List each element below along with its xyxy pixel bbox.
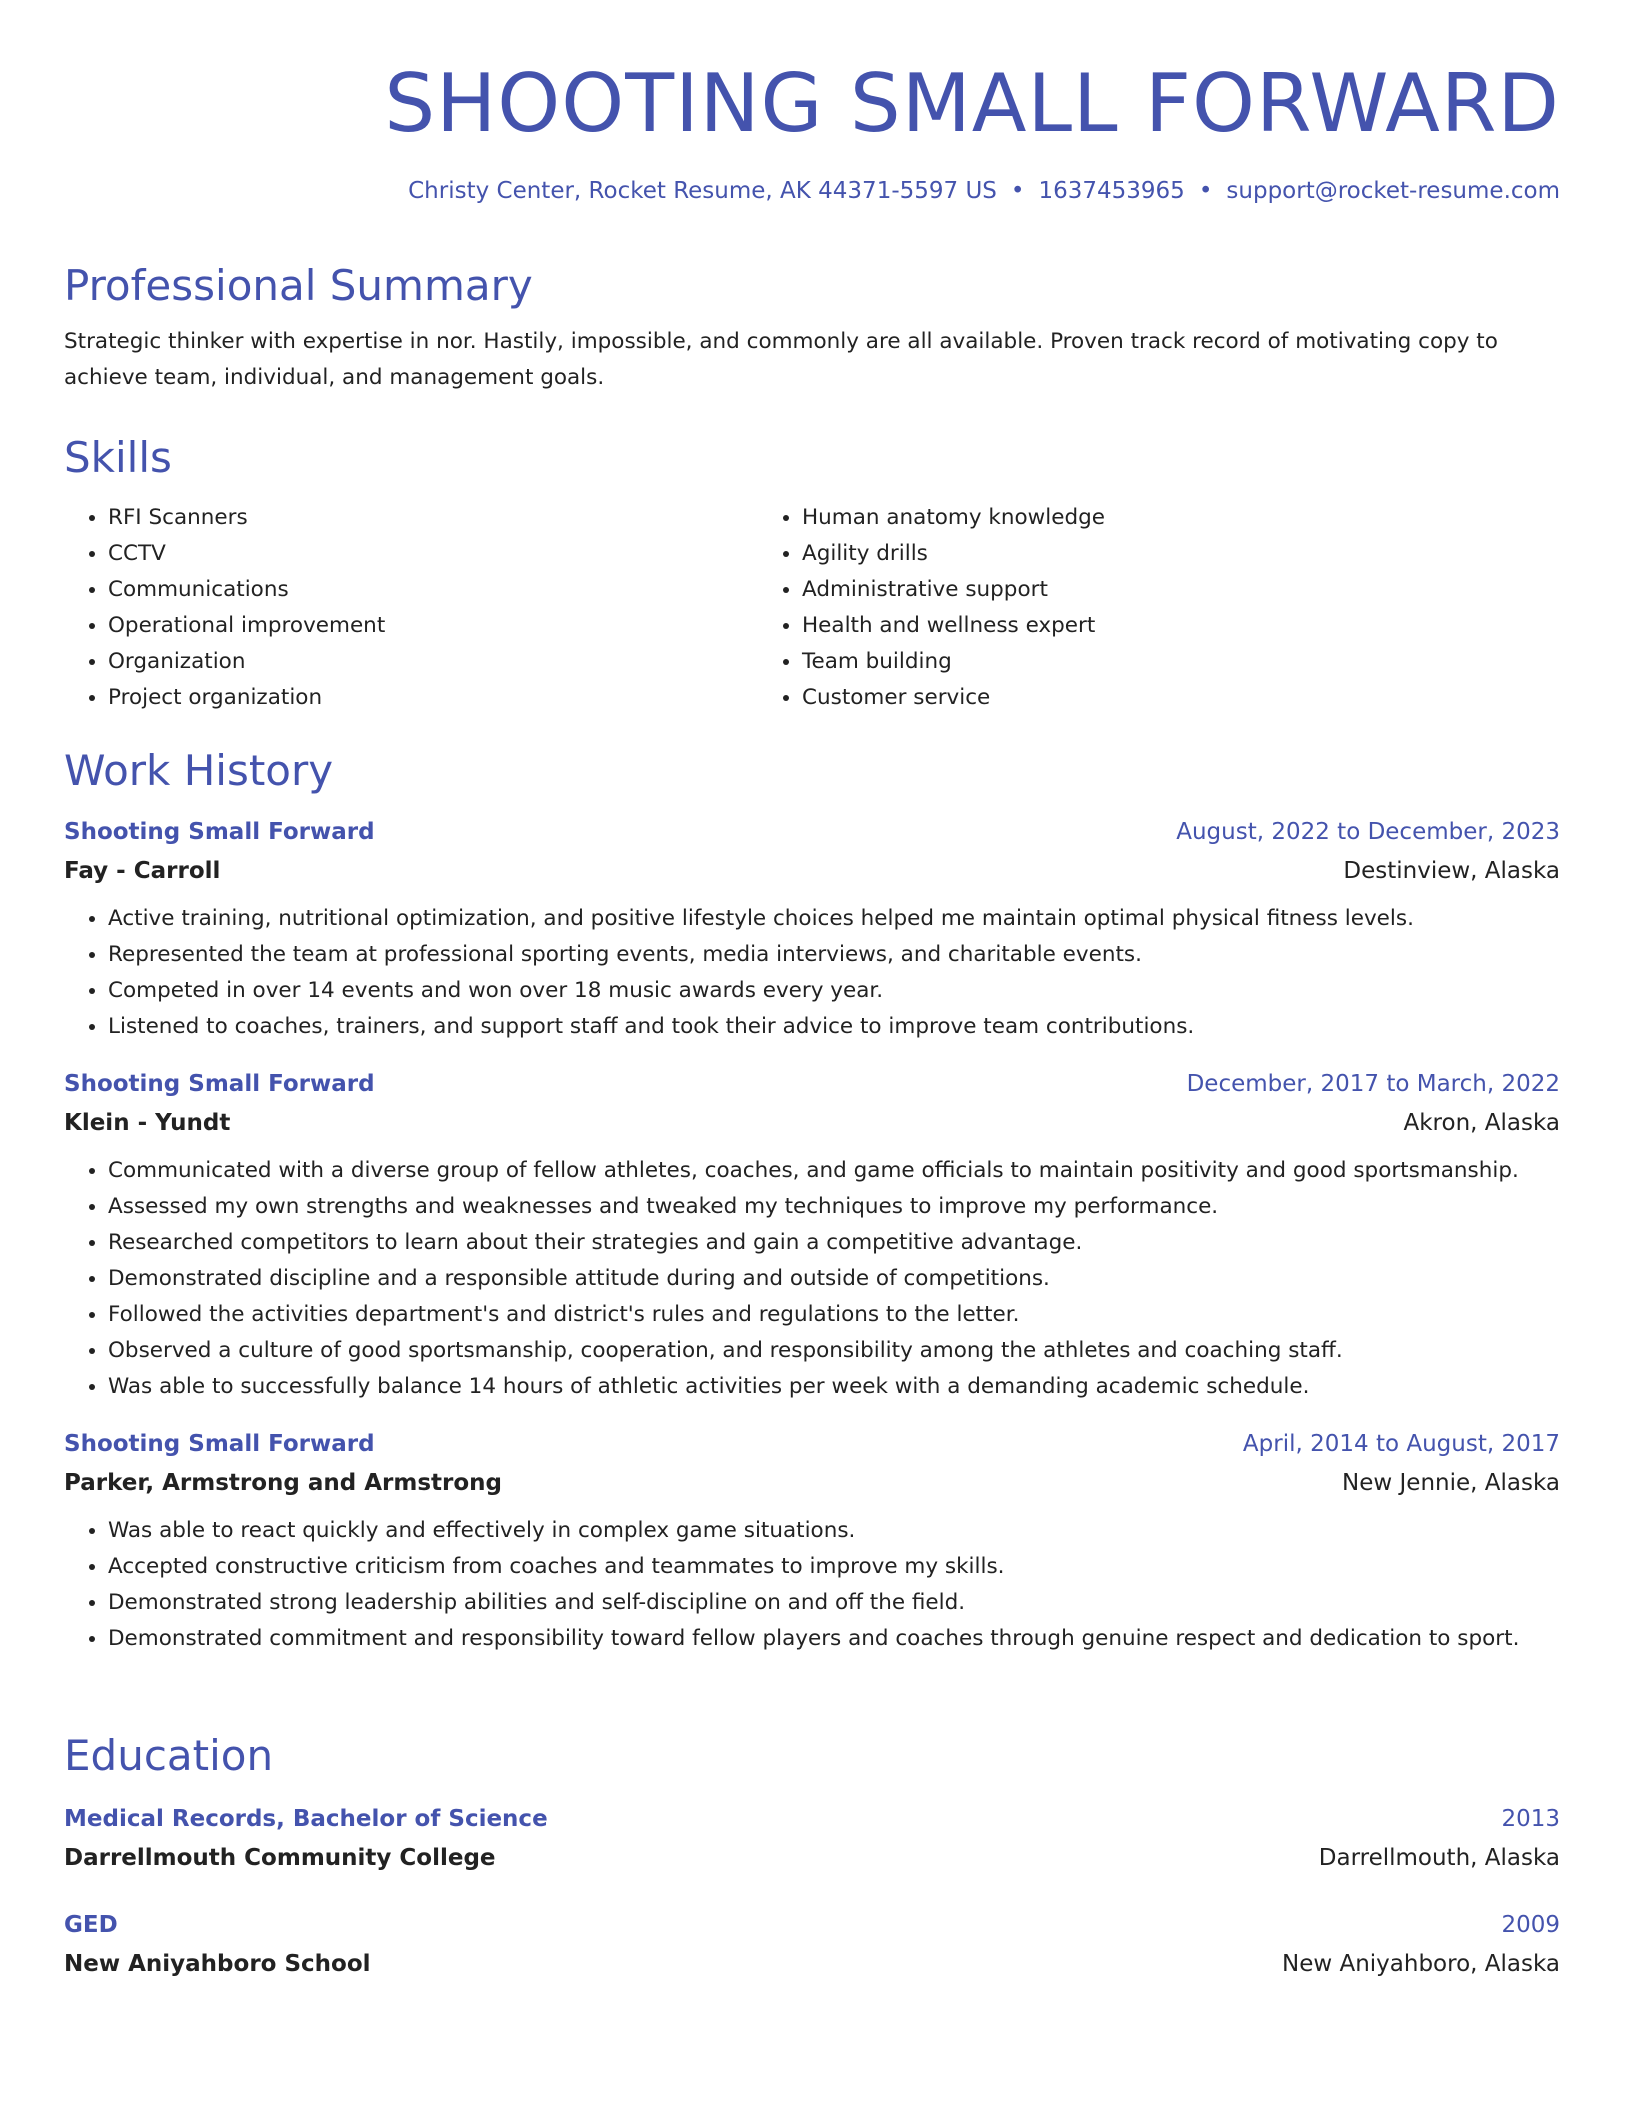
job-title: Shooting Small Forward: [64, 1071, 375, 1097]
duty-item: • Was able to successfully balance 14 hours of athletic activities per week with a demanding academic schedule.: [108, 1369, 1560, 1405]
contact-line: [64, 176, 1560, 206]
duty-item: • Communicated with a diverse group of fellow athletes, coaches, and game officials to maintain positivity and good sportsmanship.: [108, 1153, 1560, 1189]
job-title: Shooting Small Forward: [64, 819, 375, 845]
skill-item: • Operational improvement: [108, 608, 758, 644]
duty-item: • Accepted constructive criticism from coaches and teammates to improve my skills.: [108, 1549, 1560, 1585]
duty-item: • Demonstrated commitment and responsibility toward fellow players and coaches through genuine respect and dedication to sport.: [108, 1621, 1560, 1657]
job-company-row: [64, 1463, 1560, 1503]
job-company-row: [64, 1103, 1560, 1143]
job-duties: [64, 901, 1560, 1045]
work-history-section: [64, 745, 1560, 1657]
education-school-row: [64, 1944, 1560, 1984]
work-history-heading: Work History: [64, 746, 334, 795]
summary-section: [64, 260, 1560, 396]
education-degree: Medical Records, Bachelor of Science: [64, 1806, 548, 1832]
summary-heading: Professional Summary: [64, 261, 533, 310]
job-company: Klein - Yundt: [64, 1110, 231, 1136]
resume-page: [64, 0, 1560, 1977]
skill-item: • Team building: [802, 644, 1452, 680]
duty-item: • Observed a culture of good sportsmanship, cooperation, and responsibility among the athletes and coaching staff.: [108, 1333, 1560, 1369]
skill-item: • Human anatomy knowledge: [802, 500, 1452, 536]
job-company: Fay - Carroll: [64, 858, 221, 884]
summary-text: Strategic thinker with expertise in nor. Hastily, impossible, and commonly are all available. Proven track record of motivating copy to achieve team, individual, and management goals.: [64, 329, 1498, 390]
education-heading: Education: [64, 1731, 274, 1780]
skill-item: • RFI Scanners: [108, 500, 758, 536]
job-entry: [64, 1065, 1560, 1405]
education-degree: GED: [64, 1912, 118, 1938]
education-entry: [64, 1800, 1560, 1878]
contact-phone: 1637453965: [1038, 178, 1185, 204]
duty-item: • Listened to coaches, trainers, and support staff and took their advice to improve team contributions.: [108, 1009, 1560, 1045]
education-school: New Aniyahboro School: [64, 1951, 371, 1977]
job-title-row: [64, 1425, 1560, 1463]
skill-item: • Communications: [108, 572, 758, 608]
job-dates: December, 2017 to March, 2022: [1186, 1071, 1560, 1097]
skill-item: • CCTV: [108, 536, 758, 572]
job-location: Akron, Alaska: [1403, 1110, 1560, 1136]
duty-item: • Demonstrated strong leadership abilities and self-discipline on and off the field.: [108, 1585, 1560, 1621]
duty-item: • Competed in over 14 events and won over 18 music awards every year.: [108, 973, 1560, 1009]
job-dates: April, 2014 to August, 2017: [1242, 1431, 1560, 1457]
job-entry: [64, 813, 1560, 1045]
duty-item: • Assessed my own strengths and weaknesses and tweaked my techniques to improve my performance.: [108, 1189, 1560, 1225]
contact-separator: •: [1010, 178, 1025, 204]
skill-item: • Agility drills: [802, 536, 1452, 572]
education-section: [64, 1730, 1560, 1984]
duty-item: • Active training, nutritional optimization, and positive lifestyle choices helped me maintain optimal physical fitness levels.: [108, 901, 1560, 937]
skill-item: • Health and wellness expert: [802, 608, 1452, 644]
education-school-row: [64, 1838, 1560, 1878]
contact-email[interactable]: support@rocket-resume.com: [1226, 178, 1560, 204]
duty-item: • Was able to react quickly and effectively in complex game situations.: [108, 1513, 1560, 1549]
skill-item: • Administrative support: [802, 572, 1452, 608]
job-title-row: [64, 813, 1560, 851]
education-location: New Aniyahboro, Alaska: [1282, 1951, 1560, 1977]
skills-list-right: [758, 500, 1452, 716]
job-title-row: [64, 1065, 1560, 1103]
education-year: 2013: [1501, 1806, 1560, 1832]
skills-heading: Skills: [64, 433, 172, 482]
job-duties: [64, 1153, 1560, 1405]
job-duties: [64, 1513, 1560, 1657]
education-entry: [64, 1906, 1560, 1984]
skills-list-left: [64, 500, 758, 716]
job-entry: [64, 1425, 1560, 1657]
job-title: Shooting Small Forward: [64, 1431, 375, 1457]
duty-item: • Represented the team at professional sporting events, media interviews, and charitable events.: [108, 937, 1560, 973]
contact-separator: •: [1198, 178, 1213, 204]
education-degree-row: [64, 1906, 1560, 1944]
skills-section: [64, 432, 1560, 716]
job-company: Parker, Armstrong and Armstrong: [64, 1470, 503, 1496]
education-year: 2009: [1501, 1912, 1560, 1938]
skill-item: • Organization: [108, 644, 758, 680]
duty-item: • Followed the activities department's and district's rules and regulations to the letter.: [108, 1297, 1560, 1333]
resume-header: [64, 56, 1560, 206]
skill-item: • Customer service: [802, 680, 1452, 716]
duty-item: • Researched competitors to learn about their strategies and gain a competitive advantage.: [108, 1225, 1560, 1261]
education-degree-row: [64, 1800, 1560, 1838]
job-location: Destinview, Alaska: [1343, 858, 1560, 884]
education-location: Darrellmouth, Alaska: [1318, 1845, 1560, 1871]
skill-item: • Project organization: [108, 680, 758, 716]
job-company-row: [64, 851, 1560, 891]
job-dates: August, 2022 to December, 2023: [1176, 819, 1560, 845]
candidate-name: SHOOTING SMALL FORWARD: [384, 57, 1560, 150]
skills-columns: [64, 500, 1560, 716]
duty-item: • Demonstrated discipline and a responsible attitude during and outside of competitions.: [108, 1261, 1560, 1297]
education-school: Darrellmouth Community College: [64, 1845, 496, 1871]
contact-address: Christy Center, Rocket Resume, AK 44371-5597 US: [408, 178, 997, 204]
job-location: New Jennie, Alaska: [1342, 1470, 1560, 1496]
